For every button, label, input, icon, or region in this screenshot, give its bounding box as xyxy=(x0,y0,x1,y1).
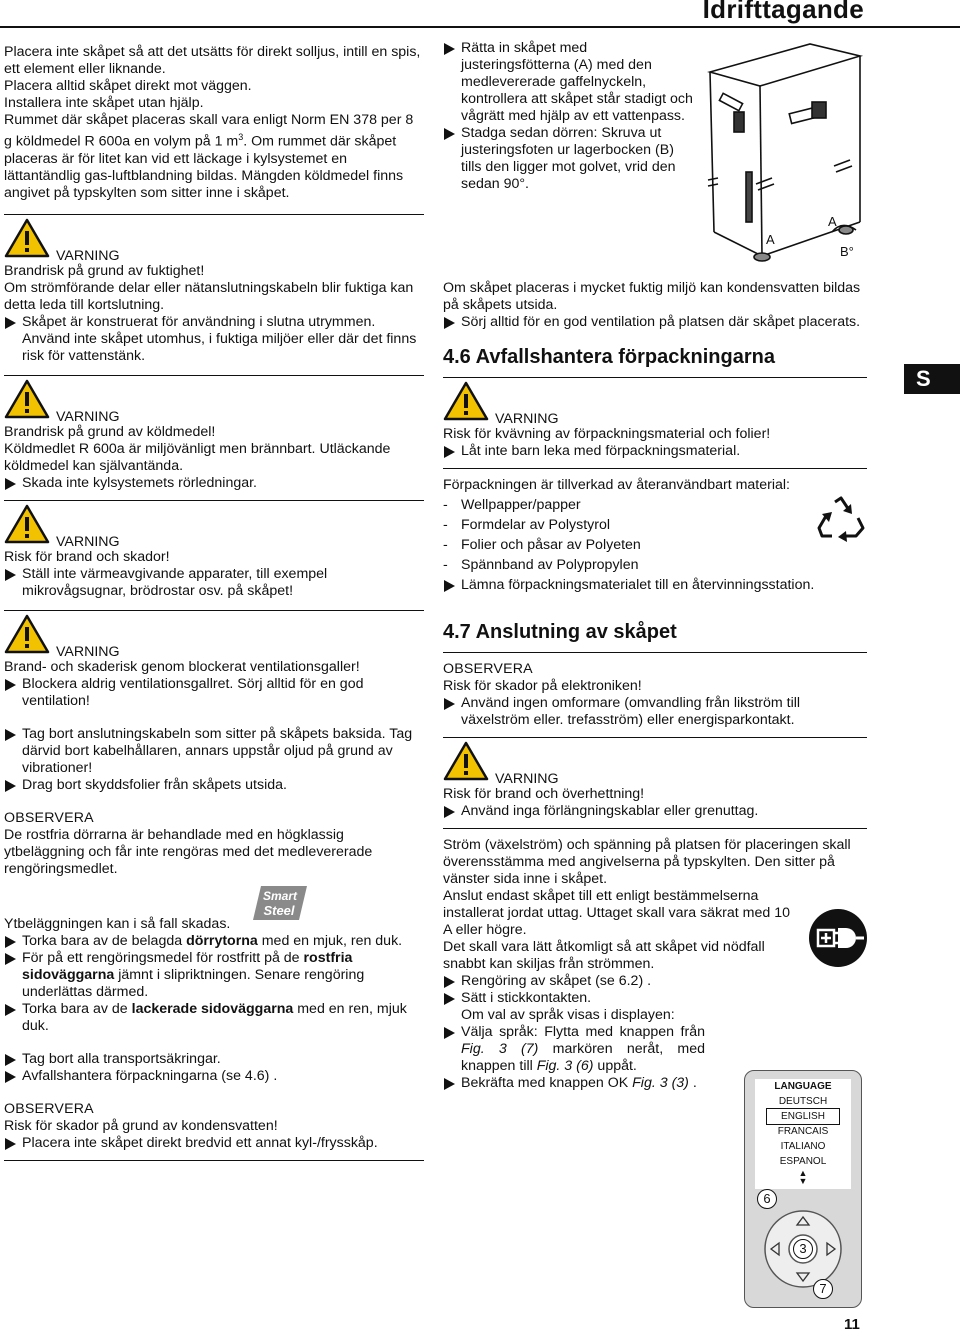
step-item: Sätt i stickkontakten. xyxy=(443,990,867,1007)
smart-steel-badge xyxy=(251,884,309,927)
divider xyxy=(443,737,867,738)
step-item: Rengöring av skåpet (se 6.2) . xyxy=(443,973,867,990)
warning-bullet: Blockera aldrig ventilationsgallret. Sörj alltid för en god ventilation! xyxy=(4,676,424,710)
step-item: Lämna förpackningsmaterialet till en återvinningsstation. xyxy=(443,577,867,594)
step-item: Bekräfta med knappen OK Fig. 3 (3) . xyxy=(443,1075,705,1092)
warning-suffocation xyxy=(443,386,867,460)
warning-text: Risk för kvävning av förpackningsmaterial och folier! xyxy=(443,426,771,442)
step-item: Torka bara av de lackerade sidoväggarna med en ren, mjuk duk. xyxy=(4,1001,424,1035)
divider xyxy=(443,652,867,653)
step-item: Sörj alltid för en god ventilation på platsen där skåpet placerats. xyxy=(443,314,867,331)
language-option[interactable]: ITALIANO xyxy=(780,1141,826,1152)
right-column-lower xyxy=(443,280,867,1092)
header-rule xyxy=(0,26,960,28)
divider xyxy=(443,468,867,469)
warning-bullet: Låt inte barn leka med förpackningsmaterial. xyxy=(443,443,867,460)
material-item: - Wellpapper/papper xyxy=(443,497,581,513)
note-title: OBSERVERA xyxy=(4,1100,94,1117)
note-text: Risk för skador på elektroniken! xyxy=(443,678,642,694)
warning-triangle-icon xyxy=(443,741,489,786)
page-header xyxy=(0,0,960,30)
warning-bullet: Skada inte kylsystemets rörledningar. xyxy=(4,475,424,492)
divider xyxy=(4,500,424,501)
warning-refrigerant xyxy=(4,384,424,492)
scroll-arrows-icon: ▲ ▼ xyxy=(798,1168,808,1186)
note-text: Risk för skador på grund av kondensvatten! xyxy=(4,1117,278,1134)
body-text: Ström (växelström) och spänning på platsen för placeringen skall överensstämma med angivelserna på typskylten. Den sitter på vänster sida inne i skåpet. xyxy=(443,837,851,887)
language-tab: S xyxy=(904,364,960,394)
step-item: Tag bort alla transportsäkringar. xyxy=(4,1051,424,1068)
divider xyxy=(4,610,424,611)
step-item: Drag bort skyddsfolier från skåpets utsida. xyxy=(4,777,424,794)
svg-text:Smart: Smart xyxy=(262,888,298,903)
intro-line-2: Placera alltid skåpet direkt mot väggen. xyxy=(4,78,252,94)
figure-label-a: A xyxy=(766,232,775,247)
button-ok[interactable]: 3 xyxy=(793,1239,813,1259)
warning-text: Risk för brand och överhettning! xyxy=(443,786,645,802)
page-number: 11 xyxy=(844,1316,860,1333)
warning-triangle-icon xyxy=(4,218,50,263)
material-item: - Formdelar av Polystyrol xyxy=(443,517,611,533)
note-title: OBSERVERA xyxy=(4,809,94,826)
warning-overheating xyxy=(443,746,867,820)
divider xyxy=(4,1160,424,1161)
language-option-selected[interactable]: ENGLISH xyxy=(767,1109,839,1124)
svg-text:Steel: Steel xyxy=(263,902,295,918)
divider xyxy=(443,377,867,378)
material-item: - Spännband av Polypropylen xyxy=(443,557,639,573)
warning-title: VARNING xyxy=(56,643,120,660)
warning-title: VARNING xyxy=(495,771,559,787)
warning-triangle-icon xyxy=(443,381,489,426)
step-item: För på ett rengöringsmedel för rostfritt på de rostfria sidoväggarna jämnt i slipriktningen. Senare rengöring underlättas därmed. xyxy=(4,950,424,1001)
body-text: Om skåpet placeras i mycket fuktig miljö kan kondensvatten bildas på skåpets utsida. xyxy=(443,280,861,313)
language-option[interactable]: DEUTSCH xyxy=(778,1096,828,1107)
step-item: Avfallshantera förpackningarna (se 4.6) . xyxy=(4,1068,424,1085)
warning-moisture xyxy=(4,223,424,365)
leveling-figure xyxy=(700,42,868,275)
figure-label-b: B° xyxy=(840,244,854,259)
warning-bullet: Skåpet är konstruerat för användning i slutna utrymmen. Använd inte skåpet utomhus, i fuktiga miljöer eller där det finns risk för vattenstänk. xyxy=(4,314,424,365)
display-screen xyxy=(755,1079,851,1189)
warning-bullet: Använd inga förlängningskablar eller grenuttag. xyxy=(443,803,867,820)
warning-fire-injury xyxy=(4,509,424,600)
intro-line-3: Installera inte skåpet utan hjälp. xyxy=(4,95,204,111)
divider xyxy=(4,375,424,376)
step-item: Tag bort anslutningskabeln som sitter på skåpets baksida. Tag därvid bort kabelhållaren, annars uppstår oljud på grund av vibrationer! xyxy=(4,726,424,777)
grounded-plug-icon xyxy=(808,908,868,973)
language-menu-title: LANGUAGE xyxy=(774,1081,832,1092)
note-bullet: Placera inte skåpet direkt bredvid ett annat kyl-/frysskåp. xyxy=(4,1135,424,1152)
note-text: Ytbeläggningen kan i så fall skadas. xyxy=(4,915,231,932)
warning-title: VARNING xyxy=(495,411,559,427)
intro-line-4: Rummet där skåpet placeras skall vara enligt Norm EN 378 per 8 g köldmedel R 600a en volym på 1 $m^3$. Om rummet där skåpet placeras är för litet kan vid ett läckage i kylsystemet en lättantändlig gas-luftblandning bildas. Mängden köldmedel finns angivet på typskylten som sitter inne i skåpet. xyxy=(4,112,414,201)
warning-text: Brandrisk på grund av fuktighet! xyxy=(4,262,205,279)
warning-ventilation xyxy=(4,619,424,710)
note-bullet: Använd ingen omformare (omvandling från likström till växelström eller. trefasström) eller energisparkontakt. xyxy=(443,695,867,729)
recycling-icon xyxy=(816,496,866,549)
left-column xyxy=(4,44,424,1169)
display-panel xyxy=(744,1070,862,1308)
step-item: Rätta in skåpet med justeringsfötterna (A) med den medlevererade gaffelnyckeln, kontrollera att skåpet står stadigt och vågrätt med hjälp av ett vattenpass. xyxy=(443,40,693,125)
note-title: OBSERVERA xyxy=(443,661,533,677)
warning-title: VARNING xyxy=(56,533,120,550)
note-text: De rostfria dörrarna är behandlade med en högklassig ytbeläggning och får inte rengöras med det medlevererade rengöringsmedlet. xyxy=(4,826,373,877)
warning-text: Risk för brand och skador! xyxy=(4,548,170,565)
button-down[interactable]: 7 xyxy=(813,1279,833,1299)
divider xyxy=(4,214,424,215)
warning-text: Om strömförande delar eller nätanslutningskabeln blir fuktiga kan detta leda till kortslutning. xyxy=(4,279,414,313)
intro-line-1: Placera inte skåpet så att det utsätts för direkt solljus, intill en spis, ett element eller liknande. xyxy=(4,44,421,77)
warning-title: VARNING xyxy=(56,408,120,425)
step-item: Välja språk: Flytta med knappen från Fig. 3 (7) markören neråt, med knappen till Fig. 3 (6) uppåt. xyxy=(443,1024,705,1075)
body-text: Förpackningen är tillverkad av återanvändbart material: xyxy=(443,477,790,493)
warning-triangle-icon xyxy=(4,379,50,424)
step-item: Stadga sedan dörren: Skruva ut justeringsfoten ur lagerbocken (B) tills den ligger mot golvet, vrid den sedan 90°. xyxy=(443,125,693,193)
figure-label-a: A xyxy=(828,214,837,229)
divider xyxy=(443,828,867,829)
body-text: Anslut endast skåpet till ett enligt bestämmelserna installerat jordat uttag. Uttaget skall vara säkrat med 10 A eller högre. xyxy=(443,888,790,938)
warning-text: Köldmedlet R 600a är miljövänligt men brännbart. Utläckande köldmedel kan självantända. xyxy=(4,440,391,474)
page-title: Idrifttagande xyxy=(702,0,864,24)
language-option[interactable]: FRANCAIS xyxy=(777,1126,829,1137)
body-text: Det skall vara lätt åtkomligt så att skåpet vid nödfall snabbt kan skiljas från strömmen. xyxy=(443,939,765,972)
warning-triangle-icon xyxy=(4,504,50,549)
warning-bullet: Ställ inte värmeavgivande apparater, till exempel mikrovågsugnar, brödrostar osv. på skåpet! xyxy=(4,566,424,600)
material-item: - Folier och påsar av Polyeten xyxy=(443,537,641,553)
warning-triangle-icon xyxy=(4,614,50,659)
body-text: Om val av språk visas i displayen: xyxy=(461,1007,675,1023)
section-heading-4-6: 4.6 Avfallshantera förpackningarna xyxy=(443,346,775,368)
step-item: Torka bara av de belagda dörrytorna med en mjuk, ren duk. xyxy=(4,933,424,950)
warning-text: Brand- och skaderisk genom blockerat ventilationsgaller! xyxy=(4,658,360,675)
section-heading-4-7: 4.7 Anslutning av skåpet xyxy=(443,621,677,643)
warning-title: VARNING xyxy=(56,247,120,264)
warning-text: Brandrisk på grund av köldmedel! xyxy=(4,423,216,440)
language-option[interactable]: ESPANOL xyxy=(779,1156,827,1167)
button-up[interactable]: 6 xyxy=(757,1189,777,1209)
